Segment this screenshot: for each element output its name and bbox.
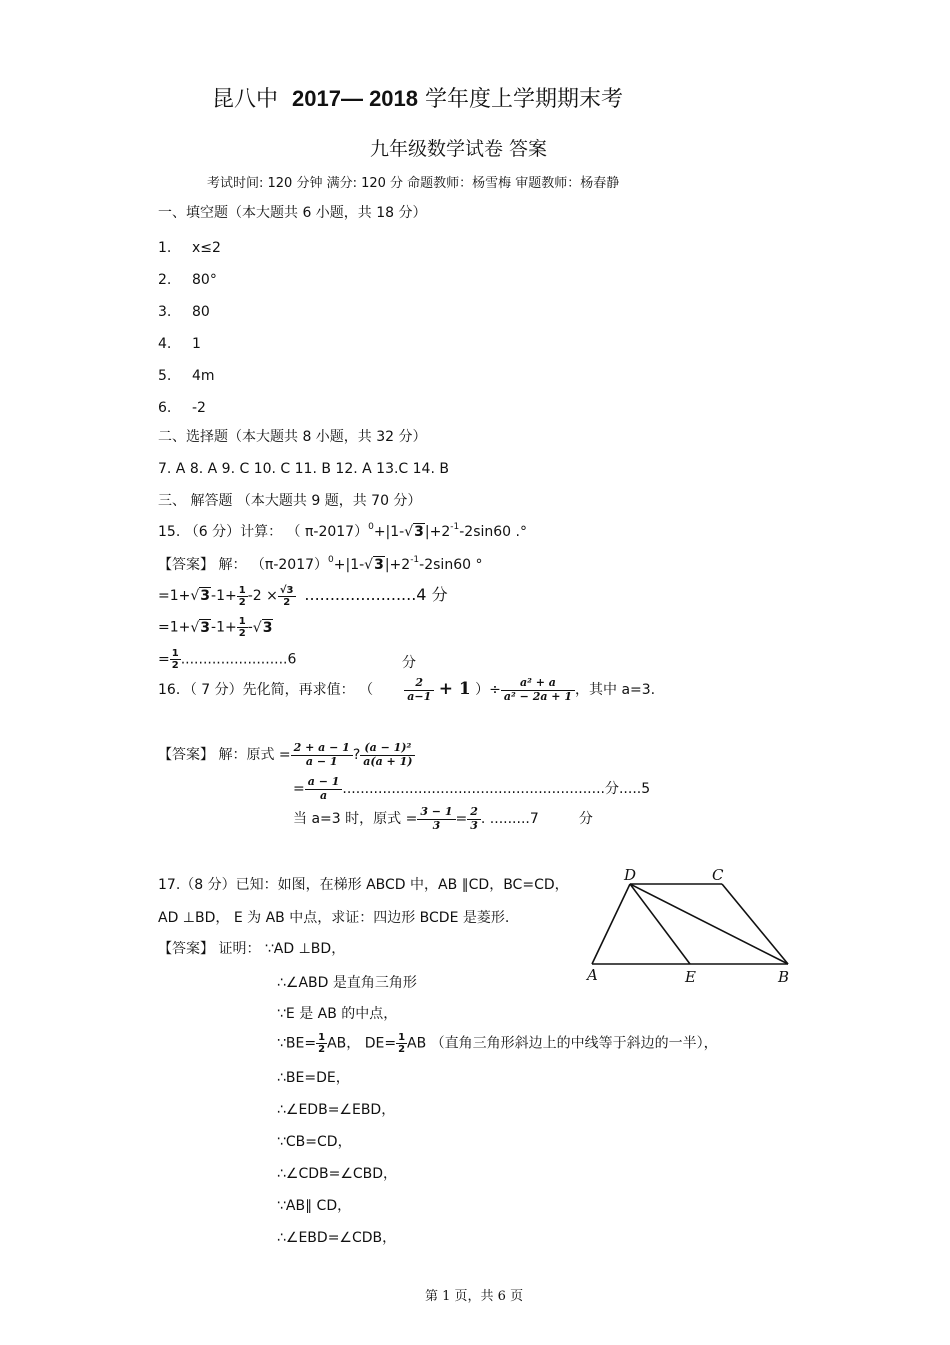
frac-num: 1 — [318, 1032, 326, 1043]
q16-text-b: ） — [475, 682, 490, 698]
sqrt3-rad: 3 — [286, 584, 294, 596]
q17-step: ∵E 是 AB 的中点， — [277, 1006, 398, 1022]
q16-ans-a: 解：原式 = — [214, 747, 291, 764]
q17-step: ∴BE=DE， — [277, 1070, 350, 1086]
edge-DE — [630, 884, 690, 964]
list-item — [158, 337, 201, 351]
item-number: 1. — [158, 240, 172, 256]
q17-step: ∴∠EDB=∠EBD， — [277, 1102, 396, 1118]
title-years: 2017— 2018 — [292, 86, 419, 111]
q15-step3-fen: 分 — [402, 655, 416, 671]
fraction-k1 — [417, 806, 455, 832]
sqrt3: √3 — [190, 588, 211, 604]
page-number: 第 1 页，共 6 页 — [425, 1289, 524, 1304]
divide-sign: ÷ — [489, 682, 501, 698]
item-answer: -2 — [192, 400, 206, 416]
label-B: B — [778, 968, 790, 986]
q15-ans-d: -2sin60 ° — [419, 557, 483, 573]
frac-num: 3 − 1 — [417, 806, 455, 820]
q15-sup0: 0 — [368, 522, 374, 532]
sqrt3-rad: 3 — [200, 588, 211, 604]
sqrt3: √3 — [252, 619, 273, 636]
q15-s2-a: =1+ — [158, 619, 191, 636]
list-item — [158, 401, 206, 415]
q16-s3-fen: 分 — [578, 811, 593, 828]
frac-den: 2 — [398, 1044, 406, 1055]
edge-DB — [630, 884, 788, 964]
q17-step4-end: AB （直角三角形斜边上的中线等于斜边的一半）， — [407, 1035, 718, 1052]
q17-step: ∵CB=CD， — [277, 1134, 352, 1150]
sqrt3-rad: 3 — [200, 619, 211, 636]
frac-num: (a − 1)² — [360, 742, 415, 756]
list-item — [158, 241, 221, 255]
q16-step3 — [293, 806, 593, 832]
frac-num: 1 — [238, 616, 246, 627]
frac-num: 2 — [467, 806, 481, 820]
sqrt3: √3 — [404, 524, 424, 540]
q16-s2-dots: ...........................................................分.....5 — [342, 781, 651, 798]
fraction-g1 — [291, 742, 353, 768]
q15-s1-c: -2 × — [247, 588, 278, 604]
q15-s1-dots: ......................4 分 — [304, 585, 448, 604]
frac-den: a — [320, 788, 328, 802]
q16-s3-dots: . .........7 — [480, 811, 539, 828]
q16-step2 — [293, 776, 650, 802]
q17-question-line1: 17.（8 分）已知：如图，在梯形 ABCD 中，AB ∥CD，BC=CD， — [158, 877, 569, 893]
frac-den: 2 — [318, 1044, 326, 1055]
q15-supm1: -1 — [450, 522, 460, 532]
item-number: 2. — [158, 272, 172, 288]
section2-heading: 二、选择题（本大题共 8 小题，共 32 分） — [158, 429, 427, 445]
q15-ans-c: |+2 — [384, 557, 411, 573]
fraction-sqrt3-over-2: $\frac{√3}{2}$ — [279, 584, 294, 608]
frac-den: 3 — [470, 818, 478, 832]
frac-den: 2 — [171, 660, 179, 671]
q17-step: ∴∠EBD=∠CDB， — [277, 1230, 397, 1246]
q15-text-c: |+2 — [424, 524, 451, 540]
q15-step3 — [158, 648, 296, 671]
q15-ans-sup0: 0 — [328, 555, 334, 565]
exam-info: 考试时间: 120 分钟 满分: 120 分 命题教师：杨雪梅 审题教师：杨春静 — [207, 176, 620, 191]
frac-den: a−1 — [407, 689, 432, 703]
item-answer: 4m — [192, 368, 215, 384]
q15-s3-a: = — [158, 651, 170, 668]
frac-num: 1 — [398, 1032, 406, 1043]
list-item — [158, 305, 210, 319]
q15-answer — [158, 555, 483, 573]
q15-s3-dots: ........................6 — [180, 651, 297, 668]
frac-den: 2 — [238, 628, 246, 639]
frac-num: 2 — [404, 677, 434, 691]
fraction-half — [170, 648, 181, 671]
q16-text-c: ，其中 a=3. — [575, 682, 656, 698]
frac-num: 1 — [171, 648, 179, 659]
sqrt3: √3 — [364, 557, 384, 573]
q15-text-b: +|1- — [373, 524, 405, 540]
edge-CB — [722, 884, 788, 964]
title-school: 昆八中 — [212, 87, 279, 112]
label-E: E — [685, 968, 696, 986]
page-title — [212, 88, 623, 111]
q15-step1 — [158, 582, 448, 608]
item-number: 6. — [158, 400, 172, 416]
section3-heading: 三、 解答题 （本大题共 9 题，共 70 分） — [158, 493, 422, 509]
sqrt3-rad: 3 — [414, 524, 424, 540]
label-A: A — [587, 966, 598, 984]
q17-question-line2: AD ⊥BD， E 为 AB 中点，求证：四边形 BCDE 是菱形. — [158, 910, 510, 926]
list-item — [158, 369, 215, 383]
fraction-half — [237, 616, 248, 639]
fraction-2-over-a-minus-1 — [404, 677, 434, 703]
q17-step: ∴∠CDB=∠CBD， — [277, 1166, 398, 1182]
item-answer: 80 — [192, 304, 210, 320]
fraction-half — [237, 585, 248, 608]
q15-text-d: -2sin60 .° — [459, 524, 527, 540]
q15-ans-supm1: -1 — [410, 555, 420, 565]
fraction-k2 — [467, 806, 481, 832]
section2-answers: 7. A 8. A 9. C 10. C 11. B 12. A 13.C 14. B — [158, 461, 449, 477]
item-answer: 1 — [192, 336, 201, 352]
edge-AD — [592, 884, 630, 964]
q15-text-a: 15. （6 分）计算： （ π-2017） — [158, 524, 369, 540]
q16-plus-one: + 1 — [438, 679, 471, 699]
label-C: C — [712, 866, 724, 884]
q16-text-a: 16．（ 7 分）先化简，再求值： （ — [158, 682, 374, 698]
frac-num: a² + a — [501, 677, 575, 691]
fraction-q16-2 — [501, 677, 575, 703]
answer-label: 【答案】 — [158, 941, 214, 957]
frac-num: a − 1 — [305, 776, 343, 790]
frac-num: 1 — [238, 584, 246, 596]
sqrt3-rad: 3 — [374, 557, 384, 573]
section1-heading: 一、填空题（本大题共 6 小题，共 18 分） — [158, 205, 427, 221]
title-suffix: 学年度上学期期末考 — [425, 87, 624, 112]
frac-den: 2 — [238, 596, 246, 608]
q15-ans-a: 解： （π-2017） — [214, 557, 329, 573]
item-number: 4. — [158, 336, 172, 352]
answer-label: 【答案】 — [158, 747, 214, 764]
q17-step4-mid: AB， DE= — [327, 1035, 397, 1052]
q16-qmark: ? — [352, 747, 361, 764]
item-answer: x≤2 — [192, 240, 221, 256]
frac-den: a − 1 — [305, 754, 338, 768]
frac-den: 2 — [283, 596, 291, 608]
q16-s3-a: 当 a=3 时，原式 = — [293, 811, 418, 828]
q15-step2 — [158, 616, 273, 639]
page-subtitle: 九年级数学试卷 答案 — [370, 138, 548, 160]
q15-ans-b: +|1- — [333, 557, 365, 573]
fraction-half — [396, 1032, 407, 1055]
trapezoid-figure — [580, 862, 800, 987]
answer-label: 【答案】 — [158, 557, 214, 573]
label-D: D — [624, 866, 637, 884]
fraction-g2 — [360, 742, 415, 768]
q17-step — [277, 1032, 718, 1055]
frac-den: a² − 2a + 1 — [503, 689, 573, 703]
q16-eq: = — [293, 781, 305, 798]
q17-ans-first: 证明： ∵AD ⊥BD， — [214, 941, 346, 957]
fraction-half — [316, 1032, 327, 1055]
item-number: 5. — [158, 368, 172, 384]
q17-step: ∴∠ABD 是直角三角形 — [277, 975, 417, 991]
frac-num: 2 + a − 1 — [291, 742, 353, 756]
sqrt3: √3 — [190, 619, 211, 636]
q15-s1-a: =1+ — [158, 588, 191, 604]
q17-step4-a: ∵BE= — [277, 1035, 317, 1052]
q16-answer — [158, 742, 415, 768]
q15-s1-b: -1+ — [211, 588, 237, 604]
q16-eq2: = — [455, 811, 468, 828]
sqrt3-rad: 3 — [262, 619, 273, 636]
q17-step: ∵AB∥ CD， — [277, 1198, 352, 1214]
list-item — [158, 273, 217, 287]
item-answer: 80° — [192, 272, 217, 288]
q17-answer — [158, 942, 345, 956]
fraction-h — [305, 776, 343, 802]
q15-s2-c: - — [247, 619, 253, 636]
frac-den: 3 — [432, 818, 441, 832]
q15-question — [158, 522, 527, 540]
item-number: 3. — [158, 304, 172, 320]
q15-s2-b: -1+ — [211, 619, 237, 636]
q16-question — [158, 676, 655, 703]
frac-den: a(a + 1) — [363, 754, 413, 768]
